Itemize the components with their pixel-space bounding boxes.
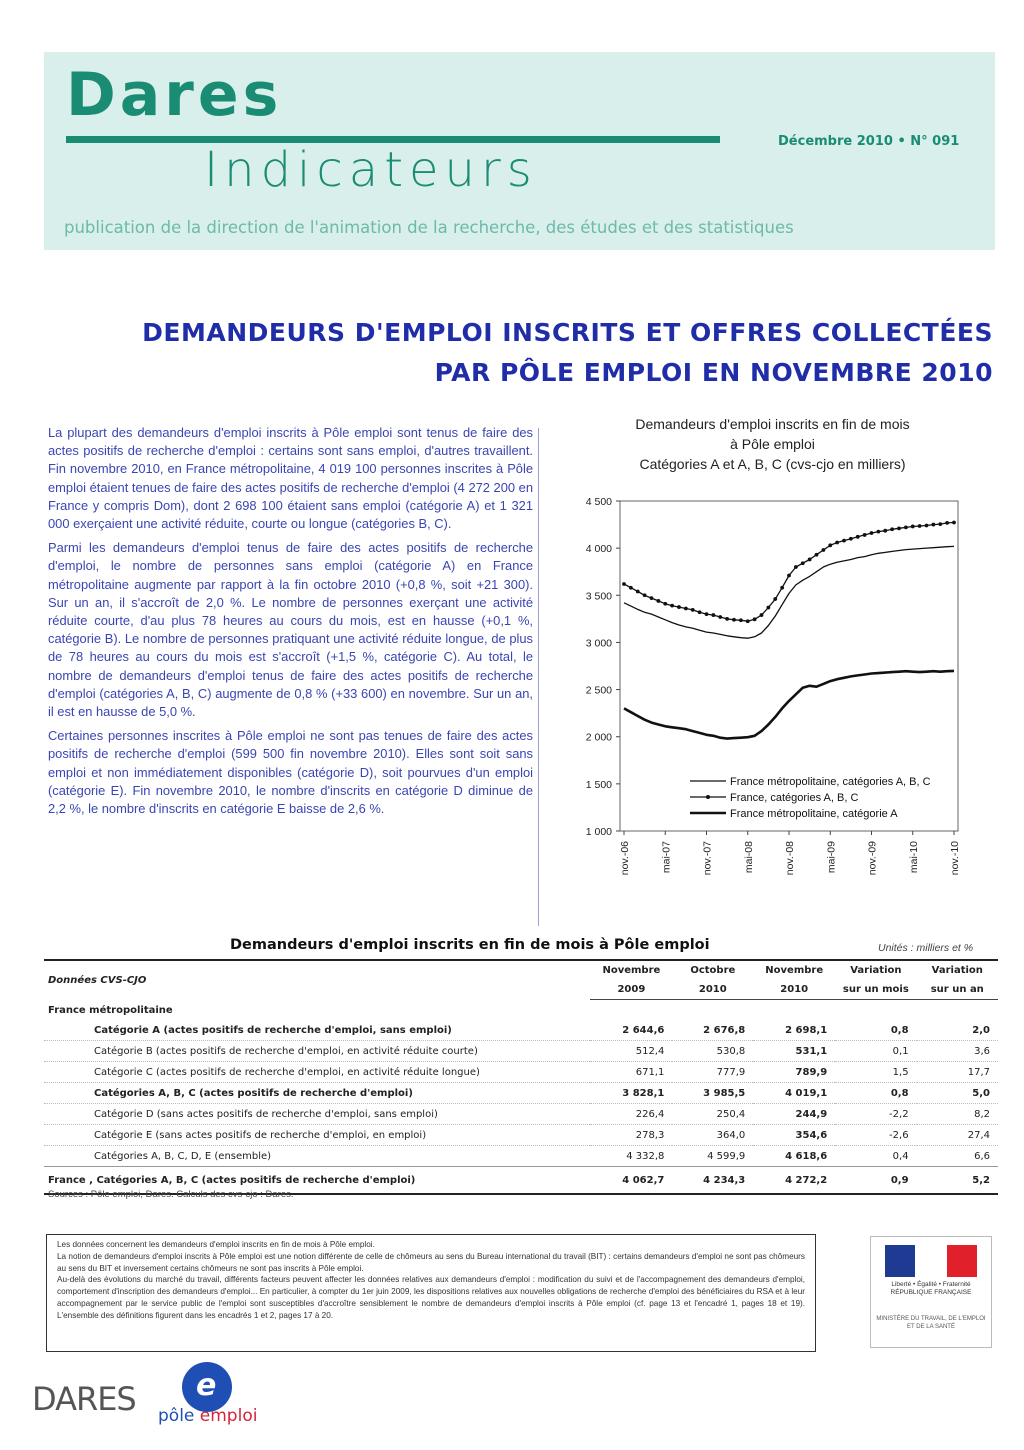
cell: 2 698,1: [753, 1020, 835, 1041]
col-header-4-l1: Variation: [835, 960, 916, 980]
chart-title-line-1: Demandeurs d'emploi inscrits en fin de mois: [635, 416, 910, 432]
table-row: [44, 1062, 998, 1083]
series-point: [808, 558, 812, 562]
row-label: Catégorie B (actes positifs de recherche d'emploi, en activité réduite courte): [44, 1041, 590, 1062]
cell: 364,0: [672, 1125, 753, 1146]
series-point: [650, 596, 654, 600]
series-point: [746, 619, 750, 623]
brand-dares: Dares: [66, 60, 283, 130]
series-point: [691, 608, 695, 612]
cell: 250,4: [672, 1104, 753, 1125]
row-label: Catégorie A (actes positifs de recherche d'emploi, sans emploi): [44, 1020, 590, 1041]
series-point: [794, 565, 798, 569]
note-box: [46, 1234, 816, 1352]
cell: -2,2: [835, 1104, 916, 1125]
cell: 17,7: [917, 1062, 998, 1083]
cell: 5,2: [917, 1167, 998, 1195]
y-tick-label: 4 000: [585, 543, 612, 556]
chart-title-line-2: à Pôle emploi: [730, 436, 815, 452]
series-point: [732, 618, 736, 622]
cell: 2,0: [917, 1020, 998, 1041]
legend-label: France métropolitaine, catégorie A: [730, 808, 898, 820]
note-paragraph-3: Au-delà des évolutions du marché du travail, différents facteurs peuvent affecter les données relatives aux demandeurs d'emploi : modification du suivi et de l'accompagnement des demandeurs d'emploi, comportement d'inscription des demandeurs d'emploi... En particulier, à compter du 1er juin 2009, les dispositions relatives aux nouvelles obligations de recherche d'emploi des bénéficiaires du RSA et à leur accompagnement par le service public de l'emploi sont susceptibles d'accroître sensiblement le nombre de demandeurs d'emploi inscrits à Pôle emploi (cf. page 13 et l'encadré 1, pages 18 et 19). L'ensemble des définitions figurent dans les encadrés 1 et 2, pages 17 à 20.: [57, 1275, 805, 1320]
col-header-3-l1: Novembre: [753, 960, 835, 980]
y-tick-label: 2 000: [585, 731, 612, 744]
y-tick-label: 2 500: [585, 684, 612, 697]
cell: 4 062,7: [590, 1167, 672, 1195]
x-tick-label: nov.-06: [619, 841, 631, 876]
cell: 0,4: [892, 1150, 909, 1162]
table-title: Demandeurs d'emploi inscrits en fin de mois à Pôle emploi: [230, 937, 710, 953]
pole-emploi-mark: e: [196, 1368, 217, 1403]
ministry-motto: Liberté • Égalité • Fraternité RÉPUBLIQUE FRANÇAISE: [890, 1281, 972, 1296]
series-point: [622, 582, 626, 586]
series-point: [780, 586, 784, 590]
series-point: [718, 615, 722, 619]
y-tick-label: 4 500: [585, 496, 612, 508]
series-point: [890, 527, 894, 531]
series-point: [870, 531, 874, 535]
y-tick-label: 1 500: [585, 778, 612, 791]
series-point: [656, 599, 660, 603]
body-text: [48, 424, 533, 824]
pole-emploi-word-2: emploi: [199, 1406, 258, 1426]
cell: 6,6: [974, 1150, 990, 1162]
pole-emploi-word-1: pôle: [158, 1406, 195, 1426]
row-label: France , Catégories A, B, C (actes positifs de recherche d'emploi): [44, 1167, 590, 1195]
series-point: [876, 530, 880, 534]
series-point: [883, 529, 887, 533]
series-point: [711, 613, 715, 617]
series-point: [828, 543, 832, 547]
paragraph-3: Certaines personnes inscrites à Pôle emploi ne sont pas tenues de faire des actes positifs de recherche d'emploi (599 500 fin novembre 2010). Elles sont soit sans emploi et non immédiatement disponibles (catégorie D), soit pourvues d'un emploi (catégorie E). Fin novembre 2010, le nombre d'inscrits en catégorie D diminue de 2,2 %, le nombre d'inscrits en catégorie E baisse de 2,6 %.: [48, 728, 533, 817]
cell: 0,8: [835, 1020, 916, 1041]
series-point: [938, 522, 942, 526]
tagline: publication de la direction de l'animation de la recherche, des études et des statistiques: [64, 218, 794, 237]
title-line-1: DEMANDEURS D'EMPLOI INSCRITS ET OFFRES COLLECTÉES: [142, 318, 993, 347]
cell: 278,3: [590, 1125, 672, 1146]
cell: 1,5: [835, 1062, 916, 1083]
col-header-2-l1: Octobre: [672, 960, 753, 980]
pole-emploi-logo: [158, 1406, 257, 1426]
row-label: Catégories A, B, C, D, E (ensemble): [94, 1150, 272, 1162]
series-point: [643, 593, 647, 597]
flag-blue: [885, 1245, 915, 1277]
cell: 3 985,5: [672, 1083, 753, 1104]
series-point: [670, 604, 674, 608]
cell: 4 599,9: [707, 1150, 746, 1162]
y-tick-label: 3 500: [585, 590, 612, 603]
series-point: [787, 574, 791, 578]
cell: 2 676,8: [672, 1020, 753, 1041]
row-label: Catégorie E (sans actes positifs de recherche d'emploi, en emploi): [44, 1125, 590, 1146]
series-point: [821, 548, 825, 552]
series-point: [636, 590, 640, 594]
cell: 3,6: [917, 1041, 998, 1062]
x-tick-label: mai-08: [742, 841, 755, 874]
cell: 671,1: [590, 1062, 672, 1083]
series-line-3: [624, 671, 954, 739]
x-tick-label: mai-09: [825, 841, 838, 874]
flag-white: [915, 1245, 947, 1277]
cell: 5,0: [917, 1083, 998, 1104]
page-title: [100, 313, 993, 393]
row-label: Catégories A, B, C (actes positifs de recherche d'emploi): [44, 1083, 590, 1104]
x-tick-label: nov.-09: [866, 841, 879, 876]
series-point: [904, 526, 908, 530]
series-point: [897, 526, 901, 530]
cell: 530,8: [672, 1041, 753, 1062]
series-point: [849, 537, 853, 541]
series-point: [931, 523, 935, 527]
ministry-name: MINISTÈRE DU TRAVAIL, DE L'EMPLOI ET DE LA SANTÉ: [876, 1316, 986, 1330]
flag-red: [947, 1245, 977, 1277]
series-point: [815, 553, 819, 557]
cell: 2 644,6: [590, 1020, 672, 1041]
series-point: [835, 541, 839, 545]
series-point: [863, 533, 867, 537]
series-point: [952, 521, 956, 525]
series-point: [773, 597, 777, 601]
series-point: [725, 617, 729, 621]
dares-logo: DARES: [32, 1380, 136, 1418]
cell: 4 234,3: [672, 1167, 753, 1195]
y-tick-label: 1 000: [585, 826, 612, 838]
section-label: France métropolitaine: [48, 1004, 173, 1016]
table-row: [44, 1104, 998, 1125]
series-point: [629, 586, 633, 590]
paragraph-1: La plupart des demandeurs d'emploi inscrits à Pôle emploi sont tenus de faire des actes positifs de recherche d'emploi : certains sont sans emploi, d'autres travaillent. Fin novembre 2010, en France métropolitaine, 4 019 100 personnes inscrites à Pôle emploi étaient tenues de faire des actes positifs de recherche d'emploi (4 272 200 en France y compris Dom), dont 2 698 100 étaient sans emploi (catégorie A) et 1 321 000 exerçaient une activité réduite, courte ou longue (catégories B, C).: [48, 425, 533, 532]
cell: 3 828,1: [590, 1083, 672, 1104]
cell: 0,9: [835, 1167, 916, 1195]
x-tick-label: nov.-08: [784, 841, 796, 876]
x-tick-label: mai-07: [660, 841, 673, 874]
cell: 777,9: [672, 1062, 753, 1083]
y-tick-label: 3 000: [585, 637, 612, 650]
table-row: [44, 1146, 998, 1167]
col-header-5-l2: sur un an: [917, 980, 998, 1000]
table-row: [44, 1020, 998, 1041]
data-table: [44, 959, 998, 1195]
col-header-4-l2: sur un mois: [835, 980, 916, 1000]
cell: 789,9: [753, 1062, 835, 1083]
table-row: [44, 1041, 998, 1062]
series-line-1: [624, 546, 954, 638]
cell: 512,4: [590, 1041, 672, 1062]
x-tick-label: mai-10: [907, 841, 920, 874]
legend-label: France, catégories A, B, C: [730, 792, 859, 804]
cell: 226,4: [590, 1104, 672, 1125]
series-point: [801, 561, 805, 565]
chart-title-line-3: Catégories A et A, B, C (cvs-cjo en milliers): [639, 456, 906, 472]
note-paragraph-2: La notion de demandeurs d'emploi inscrits à Pôle emploi est une notion différente de celle de chômeurs au sens du Bureau international du travail (BIT) : certains demandeurs d'emploi ne sont pas chômeurs au sens du BIT et inversement certains chômeurs ne sont pas inscrits à Pôle emploi.: [57, 1251, 805, 1273]
series-point: [760, 613, 764, 617]
series-point: [753, 617, 757, 621]
issue-date: Décembre 2010 • N° 091: [778, 134, 960, 149]
cell: 4 272,2: [753, 1167, 835, 1195]
paragraph-2: Parmi les demandeurs d'emploi tenus de faire des actes positifs de recherche d'emploi, le nombre de personnes sans emploi (catégorie A) en France métropolitaine augmente par rapport à la fin octobre 2010 (+0,8 %, soit +21 300). Sur un an, il s'accroît de 2,0 %. Le nombre de personnes exerçant une activité réduite courte, d'au plus 78 heures au cours du mois, est en hausse (+0,1 %, catégorie B). Le nombre de personnes pratiquant une activité réduite longue, de plus de 78 heures au cours du mois est s'accroît (+1,5 %, catégorie C). Au total, le nombre de demandeurs d'emploi tenus de faire des actes positifs de recherche d'emploi (catégories A, B, C) augmente de 0,8 % (+33 600) en novembre. Sur un an, il est en hausse de 5,0 %.: [48, 540, 533, 720]
series-point: [739, 618, 743, 622]
col-header-1-l1: Novembre: [590, 960, 672, 980]
masthead: [44, 52, 995, 250]
col-header-2-l2: 2010: [672, 980, 753, 1000]
chart-title: [590, 414, 955, 474]
col-header-5-l1: Variation: [917, 960, 998, 980]
note-paragraph-1: Les données concernent les demandeurs d'emploi inscrits en fin de mois à Pôle emploi.: [57, 1240, 375, 1249]
table-units: Unités : milliers et %: [878, 942, 974, 954]
cell: 4 332,8: [626, 1150, 665, 1162]
series-point: [945, 521, 949, 525]
series-point: [918, 524, 922, 528]
brand-indicateurs: Indicateurs: [204, 142, 538, 198]
ministry-logo: [870, 1236, 992, 1348]
series-point: [766, 606, 770, 610]
line-chart: [560, 490, 980, 900]
col-header-1-l2: 2009: [590, 980, 672, 1000]
x-tick-label: nov.-10: [949, 841, 961, 876]
title-line-2: PAR PÔLE EMPLOI EN NOVEMBRE 2010: [434, 358, 993, 387]
table-row: [44, 1125, 998, 1146]
cell: 244,9: [753, 1104, 835, 1125]
series-point: [842, 539, 846, 543]
legend-marker: [706, 795, 710, 799]
series-point: [698, 610, 702, 614]
column-divider: [538, 428, 539, 926]
cell: 4 618,6: [785, 1150, 828, 1162]
cell: -2,6: [835, 1125, 916, 1146]
row-label: Catégorie C (actes positifs de recherche d'emploi, en activité réduite longue): [44, 1062, 590, 1083]
cell: 8,2: [917, 1104, 998, 1125]
series-point: [663, 602, 667, 606]
series-point: [911, 525, 915, 529]
cell: 0,1: [835, 1041, 916, 1062]
row-label: Catégorie D (sans actes positifs de recherche d'emploi, sans emploi): [44, 1104, 590, 1125]
col-label: Données CVS-CJO: [44, 960, 590, 1000]
cell: 531,1: [753, 1041, 835, 1062]
cell: 27,4: [917, 1125, 998, 1146]
col-header-3-l2: 2010: [753, 980, 835, 1000]
series-point: [856, 535, 860, 539]
cell: 354,6: [753, 1125, 835, 1146]
cell: 4 019,1: [753, 1083, 835, 1104]
table-sources: Sources : Pôle emploi, Dares. Calculs des cvs-cjo : Dares.: [48, 1189, 294, 1200]
series-point: [705, 612, 709, 616]
series-point: [677, 605, 681, 609]
legend-label: France métropolitaine, catégories A, B, C: [730, 776, 931, 788]
x-tick-label: nov.-07: [701, 841, 714, 876]
cell: 0,8: [835, 1083, 916, 1104]
table-row: [44, 1083, 998, 1104]
series-point: [684, 607, 688, 611]
series-point: [925, 524, 929, 528]
